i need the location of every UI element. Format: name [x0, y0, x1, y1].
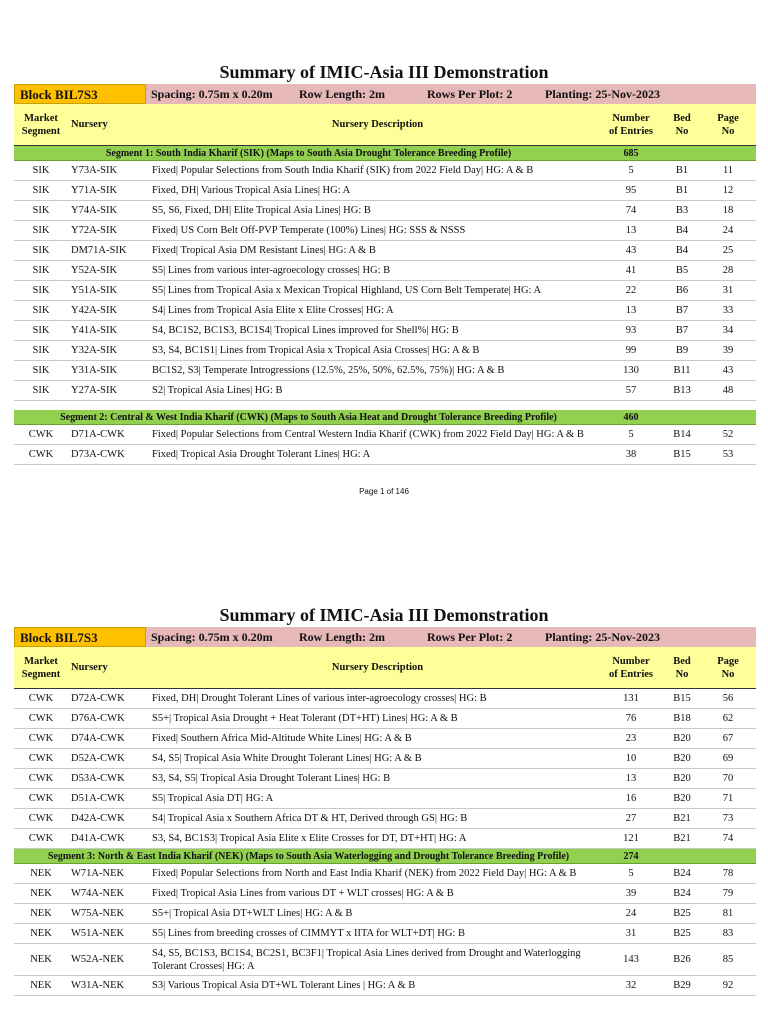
- block-header: [14, 84, 756, 104]
- page-cell: 43: [722, 365, 734, 376]
- nursery-cell: D76A-CWK: [71, 713, 125, 724]
- col-entries: Number of Entries: [608, 112, 654, 137]
- entries-cell: 13: [625, 225, 637, 236]
- description-cell: S5+| Tropical Asia Drought + Heat Tolerant (DT+HT) Lines| HG: A & B: [152, 713, 458, 724]
- description-cell: S3, S4, S5| Tropical Asia Drought Tolerant Lines| HG: B: [152, 773, 391, 784]
- nursery-cell: Y52A-SIK: [71, 265, 118, 276]
- bed-cell: B13: [673, 385, 691, 396]
- page-cell: 67: [722, 733, 734, 744]
- description-cell: S5, S6, Fixed, DH| Elite Tropical Asia Lines| HG: B: [152, 205, 371, 216]
- market-segment-cell: CWK: [28, 693, 54, 704]
- nursery-cell: W31A-NEK: [71, 980, 125, 991]
- col-page: Page No: [717, 112, 739, 137]
- entries-cell: 13: [625, 773, 637, 784]
- table-body: [0, 146, 768, 465]
- page-cell: 53: [722, 449, 734, 460]
- page-cell: 52: [722, 429, 734, 440]
- description-cell: S5| Tropical Asia DT| HG: A: [152, 793, 274, 804]
- nursery-cell: D74A-CWK: [71, 733, 125, 744]
- description-cell: S5+| Tropical Asia DT+WLT Lines| HG: A & B: [152, 908, 353, 919]
- description-cell: S3, S4, BC1S1| Lines from Tropical Asia x Tropical Asia Crosses| HG: A & B: [152, 345, 480, 356]
- table-row: [14, 201, 756, 221]
- col-bed: Bed No: [673, 112, 691, 137]
- col-market-segment: Market Segment: [21, 112, 61, 137]
- bed-cell: B6: [675, 285, 689, 296]
- bed-cell: B20: [673, 793, 691, 804]
- bed-cell: B1: [675, 165, 689, 176]
- entries-cell: 57: [625, 385, 637, 396]
- bed-cell: B4: [675, 225, 689, 236]
- table-row: [14, 361, 756, 381]
- bed-cell: B3: [675, 205, 689, 216]
- bed-cell: B18: [673, 713, 691, 724]
- table-row: [14, 809, 756, 829]
- market-segment-cell: SIK: [32, 365, 50, 376]
- bed-cell: B11: [673, 365, 691, 376]
- bed-cell: B7: [675, 325, 689, 336]
- nursery-cell: W74A-NEK: [71, 888, 125, 899]
- page-cell: 70: [722, 773, 734, 784]
- nursery-cell: Y71A-SIK: [71, 185, 118, 196]
- page-cell: 39: [722, 345, 734, 356]
- table-row: [14, 904, 756, 924]
- market-segment-cell: SIK: [32, 225, 50, 236]
- bed-cell: B25: [673, 928, 691, 939]
- bed-cell: B14: [673, 429, 691, 440]
- entries-cell: 5: [628, 165, 634, 176]
- entries-cell: 39: [625, 888, 637, 899]
- entries-cell: 93: [625, 325, 637, 336]
- table-row: [14, 321, 756, 341]
- market-segment-cell: NEK: [30, 868, 52, 879]
- bed-cell: B7: [675, 305, 689, 316]
- table-row: [14, 769, 756, 789]
- bed-cell: B4: [675, 245, 689, 256]
- market-segment-cell: NEK: [30, 928, 52, 939]
- market-segment-cell: CWK: [28, 733, 54, 744]
- description-cell: BC1S2, S3| Temperate Introgressions (12.5%, 25%, 50%, 62.5%, 75%)| HG: A & B: [152, 365, 505, 376]
- page-cell: 83: [722, 928, 734, 939]
- bed-cell: B15: [673, 693, 691, 704]
- col-market-segment: Market Segment: [21, 655, 61, 680]
- entries-cell: 5: [628, 868, 634, 879]
- market-segment-cell: CWK: [28, 773, 54, 784]
- col-nursery: Nursery: [71, 662, 108, 673]
- description-cell: S4| Tropical Asia x Southern Africa DT & HT, Derived through GS| HG: B: [152, 813, 468, 824]
- entries-cell: 13: [625, 305, 637, 316]
- entries-cell: 5: [628, 429, 634, 440]
- spacing-label: Spacing: 0.75m x 0.20m: [151, 86, 273, 101]
- document-page-1: [0, 60, 768, 496]
- description-cell: Fixed| Popular Selections from North and East India Kharif (NEK) from 2022 Field Day| HG: A & B: [152, 868, 577, 879]
- page-cell: 85: [722, 954, 734, 965]
- table-row: [14, 281, 756, 301]
- entries-cell: 32: [625, 980, 637, 991]
- nursery-cell: D53A-CWK: [71, 773, 125, 784]
- market-segment-cell: SIK: [32, 245, 50, 256]
- table-row: [14, 445, 756, 465]
- description-cell: Fixed| Tropical Asia Drought Tolerant Lines| HG: A: [152, 449, 371, 460]
- bed-cell: B29: [673, 980, 691, 991]
- market-segment-cell: CWK: [28, 813, 54, 824]
- table-row: [14, 341, 756, 361]
- nursery-cell: W71A-NEK: [71, 868, 125, 879]
- page-title: Summary of IMIC-Asia III Demonstration: [219, 62, 549, 82]
- entries-cell: 130: [623, 365, 639, 376]
- table-row: [14, 709, 756, 729]
- block-label: Block BIL7S3: [14, 627, 146, 647]
- segment-header: [14, 849, 756, 864]
- col-description: Nursery Description: [331, 119, 424, 130]
- bed-cell: B25: [673, 908, 691, 919]
- table-row: [14, 924, 756, 944]
- market-segment-cell: SIK: [32, 265, 50, 276]
- market-segment-cell: SIK: [32, 325, 50, 336]
- bed-cell: B24: [673, 888, 691, 899]
- market-segment-cell: NEK: [30, 980, 52, 991]
- entries-cell: 41: [625, 265, 637, 276]
- page-cell: 31: [722, 285, 734, 296]
- nursery-cell: W52A-NEK: [71, 954, 125, 965]
- description-cell: Fixed, DH| Drought Tolerant Lines of various inter-agroecology crosses| HG: B: [152, 693, 487, 704]
- market-segment-cell: SIK: [32, 345, 50, 356]
- description-cell: Fixed| Popular Selections from South India Kharif (SIK) from 2022 Field Day| HG: A & B: [152, 165, 534, 176]
- bed-cell: B20: [673, 753, 691, 764]
- column-header: [14, 104, 756, 146]
- market-segment-cell: CWK: [28, 449, 54, 460]
- description-cell: S4, S5, BC1S3, BC1S4, BC2S1, BC3F1| Tropical Asia Lines derived from Drought and Waterlogging Tolerant Crosses| HG: A: [152, 947, 581, 972]
- document-page-2: [0, 603, 768, 996]
- nursery-cell: DM71A-SIK: [71, 245, 127, 256]
- entries-cell: 131: [623, 693, 639, 704]
- entries-cell: 22: [625, 285, 637, 296]
- table-row: [14, 221, 756, 241]
- bed-cell: B5: [675, 265, 689, 276]
- bed-cell: B24: [673, 868, 691, 879]
- nursery-cell: Y72A-SIK: [71, 225, 118, 236]
- row-length-label: Row Length: 2m: [299, 86, 385, 101]
- nursery-cell: Y31A-SIK: [71, 365, 118, 376]
- planting-label: Planting: 25-Nov-2023: [545, 629, 660, 644]
- description-cell: Fixed| US Corn Belt Off-PVP Temperate (100%) Lines| HG: SSS & NSSS: [152, 225, 466, 236]
- col-page: Page No: [717, 655, 739, 680]
- description-cell: Fixed| Tropical Asia DM Resistant Lines| HG: A & B: [152, 245, 376, 256]
- market-segment-cell: SIK: [32, 385, 50, 396]
- bed-cell: B21: [673, 833, 691, 844]
- nursery-cell: Y27A-SIK: [71, 385, 118, 396]
- segment-count: 460: [623, 411, 639, 423]
- column-header: [14, 647, 756, 689]
- market-segment-cell: SIK: [32, 285, 50, 296]
- col-description: Nursery Description: [331, 662, 424, 673]
- page-cell: 71: [722, 793, 734, 804]
- table-row: [14, 241, 756, 261]
- page-cell: 73: [722, 813, 734, 824]
- market-segment-cell: SIK: [32, 205, 50, 216]
- table-row: [14, 381, 756, 401]
- description-cell: S5| Lines from various inter-agroecology crosses| HG: B: [152, 265, 391, 276]
- table-row: [14, 729, 756, 749]
- nursery-cell: Y32A-SIK: [71, 345, 118, 356]
- nursery-cell: D51A-CWK: [71, 793, 125, 804]
- entries-cell: 23: [625, 733, 637, 744]
- description-cell: S4, S5| Tropical Asia White Drought Tolerant Lines| HG: A & B: [152, 753, 422, 764]
- page-cell: 81: [722, 908, 734, 919]
- table-row: [14, 884, 756, 904]
- table-row: [14, 789, 756, 809]
- bed-cell: B9: [675, 345, 689, 356]
- nursery-cell: Y41A-SIK: [71, 325, 118, 336]
- entries-cell: 38: [625, 449, 637, 460]
- page-cell: 79: [722, 888, 734, 899]
- table-body: [0, 689, 768, 996]
- nursery-cell: D73A-CWK: [71, 449, 125, 460]
- entries-cell: 31: [625, 928, 637, 939]
- page-footer: Page 1 of 146: [359, 487, 409, 496]
- page-cell: 24: [722, 225, 734, 236]
- nursery-cell: Y74A-SIK: [71, 205, 118, 216]
- description-cell: S5| Lines from Tropical Asia x Mexican Tropical Highland, US Corn Belt Temperate| HG: A: [152, 285, 542, 296]
- page-cell: 12: [722, 185, 734, 196]
- table-row: [14, 864, 756, 884]
- market-segment-cell: CWK: [28, 793, 54, 804]
- market-segment-cell: SIK: [32, 305, 50, 316]
- market-segment-cell: NEK: [30, 888, 52, 899]
- market-segment-cell: SIK: [32, 185, 50, 196]
- nursery-cell: Y73A-SIK: [71, 165, 118, 176]
- bed-cell: B15: [673, 449, 691, 460]
- rows-per-plot-label: Rows Per Plot: 2: [427, 629, 513, 644]
- planting-label: Planting: 25-Nov-2023: [545, 86, 660, 101]
- col-bed: Bed No: [673, 655, 691, 680]
- entries-cell: 99: [625, 345, 637, 356]
- entries-cell: 121: [623, 833, 639, 844]
- description-cell: S2| Tropical Asia Lines| HG: B: [152, 385, 283, 396]
- table-row: [14, 161, 756, 181]
- col-nursery: Nursery: [71, 119, 108, 130]
- nursery-cell: D42A-CWK: [71, 813, 125, 824]
- table-row: [14, 749, 756, 769]
- table-row: [14, 829, 756, 849]
- segment-label: Segment 2: Central & West India Kharif (CWK) (Maps to South Asia Heat and Drought Tolerance Breeding Profile): [60, 411, 557, 423]
- segment-label: Segment 1: South India Kharif (SIK) (Maps to South Asia Drought Tolerance Breeding Profile): [105, 147, 512, 159]
- segment-count: 685: [623, 147, 639, 159]
- nursery-cell: D52A-CWK: [71, 753, 125, 764]
- page-cell: 62: [722, 713, 734, 724]
- table-row: [14, 944, 756, 976]
- description-cell: Fixed| Tropical Asia Lines from various DT + WLT crosses| HG: A & B: [152, 888, 454, 899]
- segment-header: [14, 146, 756, 161]
- segment-gap: [0, 401, 768, 410]
- entries-cell: 27: [625, 813, 637, 824]
- market-segment-cell: CWK: [28, 753, 54, 764]
- entries-cell: 43: [625, 245, 637, 256]
- market-segment-cell: NEK: [30, 954, 52, 965]
- rows-per-plot-label: Rows Per Plot: 2: [427, 86, 513, 101]
- page-cell: 78: [722, 868, 734, 879]
- nursery-cell: D72A-CWK: [71, 693, 125, 704]
- page-cell: 69: [722, 753, 734, 764]
- entries-cell: 10: [625, 753, 637, 764]
- bed-cell: B20: [673, 773, 691, 784]
- market-segment-cell: CWK: [28, 429, 54, 440]
- page-cell: 56: [722, 693, 734, 704]
- market-segment-cell: CWK: [28, 713, 54, 724]
- page-cell: 33: [722, 305, 734, 316]
- nursery-cell: Y42A-SIK: [71, 305, 118, 316]
- description-cell: Fixed| Popular Selections from Central Western India Kharif (CWK) from 2022 Field Day| HG: A & B: [152, 429, 584, 440]
- page-cell: 92: [722, 980, 734, 991]
- entries-cell: 16: [625, 793, 637, 804]
- table-row: [14, 689, 756, 709]
- entries-cell: 24: [625, 908, 637, 919]
- page-cell: 48: [722, 385, 734, 396]
- description-cell: Fixed| Southern Africa Mid-Altitude White Lines| HG: A & B: [152, 733, 412, 744]
- page-cell: 34: [722, 325, 734, 336]
- bed-cell: B21: [673, 813, 691, 824]
- page-cell: 74: [722, 833, 734, 844]
- market-segment-cell: SIK: [32, 165, 50, 176]
- market-segment-cell: NEK: [30, 908, 52, 919]
- bed-cell: B20: [673, 733, 691, 744]
- bed-cell: B26: [673, 954, 691, 965]
- table-row: [14, 261, 756, 281]
- col-entries: Number of Entries: [608, 655, 654, 680]
- description-cell: S4, BC1S2, BC1S3, BC1S4| Tropical Lines improved for Shell%| HG: B: [152, 325, 459, 336]
- page-cell: 28: [722, 265, 734, 276]
- page-cell: 25: [722, 245, 734, 256]
- bed-cell: B1: [675, 185, 689, 196]
- description-cell: S4| Lines from Tropical Asia Elite x Elite Crosses| HG: A: [152, 305, 394, 316]
- description-cell: S3, S4, BC1S3| Tropical Asia Elite x Elite Crosses for DT, DT+HT| HG: A: [152, 833, 467, 844]
- row-length-label: Row Length: 2m: [299, 629, 385, 644]
- spacing-label: Spacing: 0.75m x 0.20m: [151, 629, 273, 644]
- table-row: [14, 425, 756, 445]
- description-cell: Fixed, DH| Various Tropical Asia Lines| HG: A: [152, 185, 351, 196]
- segment-header: [14, 410, 756, 425]
- entries-cell: 74: [625, 205, 637, 216]
- entries-cell: 95: [625, 185, 637, 196]
- table-row: [14, 301, 756, 321]
- nursery-cell: D71A-CWK: [71, 429, 125, 440]
- nursery-cell: Y51A-SIK: [71, 285, 118, 296]
- description-cell: S3| Various Tropical Asia DT+WL Tolerant Lines | HG: A & B: [152, 980, 416, 991]
- block-header: [14, 627, 756, 647]
- nursery-cell: W51A-NEK: [71, 928, 125, 939]
- entries-cell: 143: [623, 954, 639, 965]
- block-label: Block BIL7S3: [14, 84, 146, 104]
- segment-count: 274: [623, 850, 639, 862]
- market-segment-cell: CWK: [28, 833, 54, 844]
- nursery-cell: D41A-CWK: [71, 833, 125, 844]
- page-cell: 11: [722, 165, 734, 176]
- entries-cell: 76: [625, 713, 637, 724]
- page-title: Summary of IMIC-Asia III Demonstration: [219, 605, 549, 625]
- table-row: [14, 976, 756, 996]
- description-cell: S5| Lines from breeding crosses of CIMMYT x IITA for WLT+DT| HG: B: [152, 928, 465, 939]
- segment-label: Segment 3: North & East India Kharif (NEK) (Maps to South Asia Waterlogging and Drought Tolerance Breeding Profile): [47, 850, 570, 862]
- table-row: [14, 181, 756, 201]
- nursery-cell: W75A-NEK: [71, 908, 125, 919]
- page-cell: 18: [722, 205, 734, 216]
